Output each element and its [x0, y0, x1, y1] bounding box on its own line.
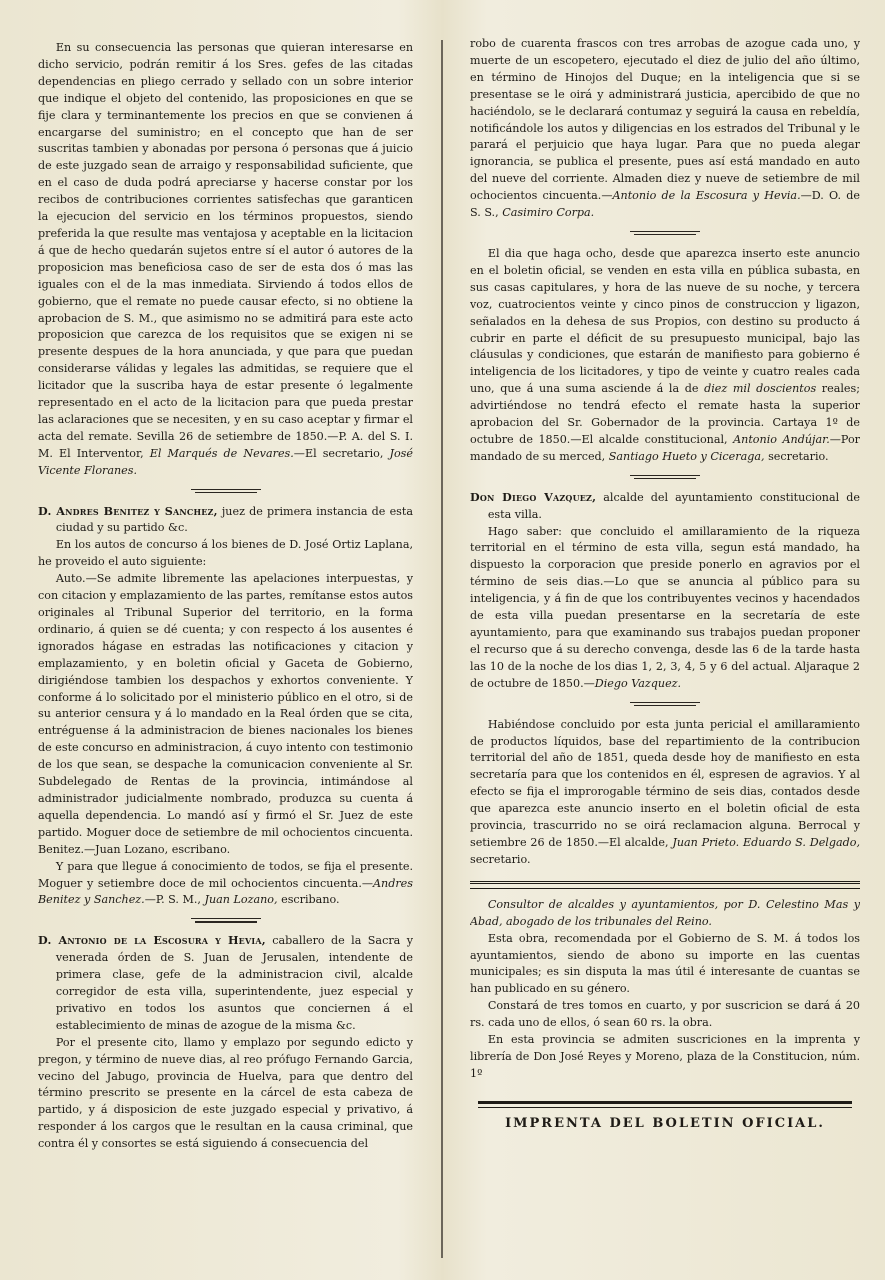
signature: Antonio de la Escosura y Hevia.	[612, 189, 801, 203]
section-separator	[191, 488, 261, 494]
advert-paragraph: Constará de tres tomos en cuarto, y por suscricion se dará á 20 rs. cada uno de ellos, ó sean 60 rs. la obra.	[470, 999, 860, 1030]
right-column	[470, 36, 860, 1260]
notice-suministro: En su consecuencia las personas que quieran interesarse en dicho servicio, podrán remitir á los Sres. gefes de las citadas dependencias en pliego cerrado y sellado con un sobre interior que indique el objeto del contenido, las proposiciones en que se fije clara y terminantemente los precios en que se convienen á encargarse del suministro; en el concepto que han de ser suscritas tambien y abonadas por persona ó personas que á juicio de este juzgado sean de arraigo y responsabilidad suficiente, que en el caso de duda podrá apreciarse y hacerse constar por los recibos de contribuciones corrientes satisfechas que garanticen la ejecucion del servicio en los términos propuestos, siendo preferida la que resulte mas ventajosa y aceptable en la licitacion á que de hecho quedarán sujetos entre sí el autor ó autores de la proposicion mas beneficiosa caso de ser de esta dos ó mas las iguales con el de la mas inmediata. Sirviendo á todos ellos de gobierno, que el remate no puede causar efecto, si no obtiene la aprobacion de S. M., que asimismo no se admitirá para este acto proposicion que carezca de los requisitos que se exigen ni se presente despues de la hora anunciada, y que para que puedan considerarse válidas y legales las admitidas, se requiere que el licitador que la suscriba haya de estar presente ó legalmente representado en el acto de la licitacion para que pueda prestar las aclaraciones que se necesiten, y en su caso aceptar y firmar el acta del remate. Sevilla 26 de setiembre de 1850.—P. A. del S. I. M. El Interventor, El Marqués de Nevares.—El secretario, José Vicente Floranes.	[38, 41, 413, 477]
notice-continuation: robo de cuarenta frascos con tres arrobas de azogue cada uno, y muerte de un escopetero, ejecutado el diez de julio del año último, en término de Hinojos del Duque; en la inteligencia que si se presentase se le oirá y administrará justicia, apercibido de que no haciéndolo, se le declarará contumaz y seguirá la causa en rebeldía, notificándole los autos y diligencias en los estrados del Tribunal y le parará el perjuicio que haya lugar. Para que no pueda alegar ignorancia, se publica el presente, pues así está mandado en auto del nueve del corriente. Almaden diez y nueve de setiembre de mil ochocientos cincuenta.—Antonio de la Escosura y Hevia.—D. O. de S. S., Casimiro Corpa.	[470, 37, 860, 220]
notice-paragraph: Auto.—Se admite libremente las apelaciones interpuestas, y con citacion y emplazamiento de las partes, remítanse estos autos originales al Tribunal Superior del territorio, en la forma ordinario, á quien se dé cuenta; y con respecto á los ausentes é ignorados hágase en estradas las notificaciones y citacion y emplazamiento, y en boletin oficial y Gaceta de Gobierno, dirigiéndose tambien los despachos y exhortos conveniente. Y conforme á lo solicitado por el ministerio público en el otro, si de su anterior censura y á lo mandado en la Real órden que se cita, entréguense á la administracion de bienes nacionales los bienes de este concurso en administracion, á cuyo intento con testimonio de los que sean, se despache la comunicacion conveniente al Sr. Subdelegado de Rentas de la provincia, intimándose al administrador judicialmente nombrado, produzca su cuenta á aquella dependencia. Lo mandó así y firmó el Sr. Juez de este partido. Moguer doce de setiembre de mil ochocientos cincuenta. Benitez.—Juan Lozano, escribano.	[38, 572, 413, 856]
notice-amillaramiento: Habiéndose concluido por esta junta pericial el amillaramiento de productos líquidos, base del repartimiento de la contribucion territorial del año de 1851, queda desde hoy de manifiesto en esta secretaría para que los contenidos en él, espresen de agravios. Y al efecto se fija el improrogable término de seis dias, contados desde que aparezca este anuncio inserto en el boletin oficial de esta provincia, trascurrido no se oirá reclamacion alguna. Berrocal y setiembre 26 de 1850.—El alcalde, Juan Prieto. Eduardo S. Delgado, secretario.	[470, 717, 860, 866]
signature: Eduardo S. Delgado,	[743, 835, 860, 849]
imprint-text: IMPRENTA DEL BOLETIN OFICIAL.	[505, 1115, 825, 1131]
notice-heading: D. Antonio de la Escosura y Hevia, caballero de la Sacra y venerada órden de S. Juan de Jerusalen, intendente de primera clase, gefe de la administracion civil, alcalde corregidor de esta villa, superintendente, juez especial y privativo en todos los asuntos que conciernen á el establecimiento de minas de azogue de la misma &c.	[38, 934, 413, 1032]
notice-paragraph: Hago saber: que concluido el amillaramiento de la riqueza territorial en el término de esta villa, segun está mandado, ha dispuesto la corporacion que preside ponerlo en agravios por el término de seis dias.—Lo que se anuncia al público para su inteligencia, y á fin de que los contribuyentes vecinos y hacendados de esta villa puedan presentarse en la secretaría de este ayuntamiento, para que examinando sus trabajos puedan proponer el recurso que á su derecho convenga, desde las 6 de la tarde hasta las 10 de la noche de los dias 1, 2, 3, 4, 5 y 6 del actual. Aljaraque 2 de octubre de 1850.—Diego Vazquez.	[470, 524, 860, 690]
left-column	[38, 40, 413, 1260]
section-separator	[630, 230, 700, 236]
signature: Casimiro Corpa.	[502, 206, 595, 220]
notice-paragraph: Por el presente cito, llamo y emplazo por segundo edicto y pregon, y término de nueve dias, al reo prófugo Fernando Garcia, vecino del Jabugo, provincia de Huelva, para que dentro del término prescrito se presente en la cárcel de esta cabeza de partido, y á disposicion de este juzgado especial y privativo, á responder á los cargos que le resultan en la causa criminal, que contra él y consortes se está siguiendo á consecuencia del	[38, 1035, 413, 1151]
advert-paragraph: En esta provincia se admiten suscriciones en la imprenta y librería de Don José Reyes y Moreno, plaza de la Constitucion, núm. 1º	[470, 1033, 860, 1080]
section-separator	[191, 917, 261, 923]
advert-paragraph: Esta obra, recomendada por el Gobierno de S. M. á todos los ayuntamientos, siendo de abono su importe en las cuentas municipales; es sin disputa la mas útil é interesante de cuantas se han publicado en su género.	[470, 931, 860, 996]
signature: Santiago Hueto y Ciceraga,	[608, 449, 765, 463]
signature: Juan Prieto.	[672, 835, 740, 849]
notice-heading: Don Diego Vazquez, alcalde del ayuntamiento constitucional de esta villa.	[470, 490, 860, 521]
signature: Diego Vazquez.	[594, 676, 682, 690]
notice-subasta: El dia que haga ocho, desde que aparezca inserto este anuncio en el boletin oficial, se venden en esta villa en pública subasta, en sus casas capitulares, y hora de las nueve de su noche, y tercera voz, cuatrocientos veinte y cinco pinos de construccion y ligazon, señalados en la dehesa de sus Propios, con destino su producto á cubrir en parte el déficit de su presupuesto municipal, bajo las cláusulas y condiciones, que estarán de manifiesto para gobierno é inteligencia de los licitadores, y tipo de veinte y cuatro reales cada uno, que á una suma asciende á la de diez mil doscientos reales; advirtiéndose no tendrá efecto el remate hasta la superior aprobacion del Sr. Gobernador de la provincia. Cartaya 1º de octubre de 1850.—El alcalde constitucional, Antonio Andújar.—Por mandado de su merced, Santiago Hueto y Ciceraga, secretario.	[470, 246, 860, 463]
notice-paragraph: En los autos de concurso á los bienes de D. José Ortiz Laplana, he proveido el auto siguiente:	[38, 538, 413, 569]
signature: José Vicente Floranes.	[38, 446, 413, 477]
signature: Andres Benitez y Sanchez.	[38, 876, 413, 907]
imprint-footer	[470, 1101, 860, 1133]
signature: Juan Lozano,	[204, 893, 278, 907]
section-separator	[630, 701, 700, 707]
section-separator	[630, 474, 700, 480]
section-separator-long	[470, 881, 860, 889]
advert-heading: Consultor de alcaldes y ayuntamientos, por D. Celestino Mas y Abad, abogado de los tribunales del Reino.	[470, 897, 860, 928]
notice-paragraph: Y para que llegue á conocimiento de todos, se fija el presente. Moguer y setiembre doce de mil ochocientos cincuenta.—Andres Benitez y Sanchez.—P. S. M., Juan Lozano, escribano.	[38, 859, 413, 907]
signature: Antonio Andújar.	[733, 432, 830, 446]
column-divider	[441, 40, 443, 1258]
signature: El Marqués de Nevares.	[149, 446, 294, 460]
footer-rule	[478, 1101, 852, 1108]
notice-heading: D. Andres Benitez y Sanchez, juez de primera instancia de esta ciudad y su partido &c.	[38, 504, 413, 535]
